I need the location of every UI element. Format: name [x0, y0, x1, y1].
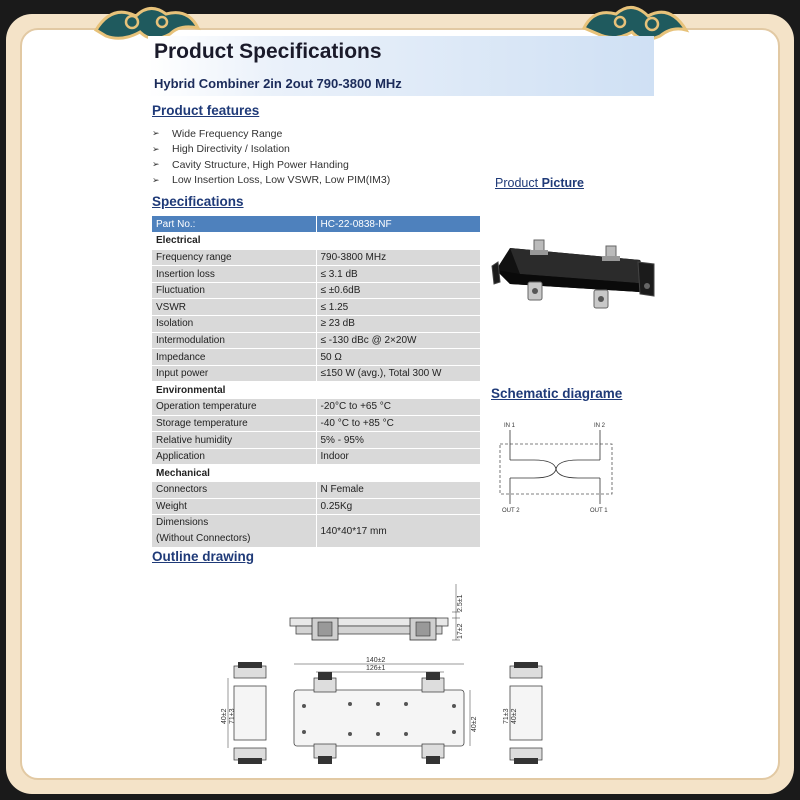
dim-width-body: 40±2 — [471, 716, 478, 732]
dim-width-left-2: 71±3 — [229, 708, 236, 724]
specifications-heading: Specifications — [152, 194, 244, 209]
outline-heading: Outline drawing — [152, 549, 255, 564]
dim-length: 140±2 — [366, 657, 386, 664]
product-subtitle: Hybrid Combiner 2in 2out 790-3800 MHz — [154, 76, 402, 91]
features-list — [152, 126, 390, 188]
arrow-bullet-icon: ➢ — [152, 143, 160, 154]
table-row: Storage temperature -40 °C to +85 °C — [152, 415, 481, 432]
connector-bottom-left-icon — [528, 282, 542, 300]
product-picture-heading: Product Picture — [495, 176, 584, 190]
table-row: Fluctuation ≤ ±0.6dB — [152, 282, 481, 299]
left-end-view — [221, 662, 266, 764]
product-photo — [490, 200, 660, 330]
arrow-bullet-icon: ➢ — [152, 159, 160, 170]
table-row: Insertion loss ≤ 3.1 dB — [152, 266, 481, 283]
dim-height-total: 17±2 — [457, 623, 464, 639]
arrow-bullet-icon: ➢ — [152, 174, 160, 185]
table-row: Application Indoor — [152, 448, 481, 465]
table-section-row: Mechanical — [152, 465, 481, 482]
dim-height-top: 2.5±1 — [457, 594, 464, 612]
dim-pitch: 126±1 — [366, 665, 386, 672]
table-row: Isolation ≥ 23 dB — [152, 316, 481, 333]
outline-drawing — [220, 582, 564, 794]
dim-width-right-2: 40±2 — [511, 708, 518, 724]
label-in2: IN 2 — [594, 423, 606, 429]
connector-top-right-icon — [602, 246, 620, 261]
table-row: Relative humidity 5% - 95% — [152, 432, 481, 449]
title-banner — [148, 36, 654, 96]
top-view — [294, 657, 478, 764]
table-row: Frequency range 790-3800 MHz — [152, 249, 481, 266]
dim-width-right-1: 71±3 — [503, 708, 510, 724]
list-item: ➢ Wide Frequency Range — [152, 127, 283, 140]
table-row: Dimensions (Without Connectors) 140*40*17 mm — [152, 515, 481, 548]
table-row: Operation temperature -20°C to +65 °C — [152, 399, 481, 416]
connector-bottom-right-icon — [594, 290, 608, 308]
page-title: Product Specifications — [154, 40, 382, 63]
right-end-view — [503, 662, 542, 764]
side-view — [290, 584, 464, 640]
features-heading: Product features — [152, 103, 260, 118]
table-row: Impedance 50 Ω — [152, 349, 481, 366]
list-item: ➢ High Directivity / Isolation — [152, 143, 290, 156]
label-out1: OUT 1 — [590, 508, 608, 514]
schematic-heading: Schematic diagrame — [491, 386, 623, 401]
list-item: ➢ Low Insertion Loss, Low VSWR, Low PIM(IM3) — [152, 174, 391, 187]
specifications-table — [152, 216, 481, 548]
dim-width-left-1: 40±2 — [221, 708, 228, 724]
label-in1: IN 1 — [504, 423, 516, 429]
table-row: Input power ≤150 W (avg.), Total 300 W — [152, 365, 481, 382]
table-row: VSWR ≤ 1.25 — [152, 299, 481, 316]
table-row: Connectors N Female — [152, 482, 481, 499]
table-section-row: Environmental — [152, 382, 481, 399]
arrow-bullet-icon: ➢ — [152, 128, 160, 139]
list-item: ➢ Cavity Structure, High Power Handing — [152, 158, 349, 171]
schematic-diagram — [494, 416, 619, 520]
table-section-row: Electrical — [152, 233, 481, 250]
table-row: Part No.: HC-22-0838-NF — [152, 216, 481, 233]
label-out2: OUT 2 — [502, 508, 520, 514]
table-row: Intermodulation ≤ -130 dBc @ 2×20W — [152, 332, 481, 349]
table-row: Weight 0.25Kg — [152, 498, 481, 515]
connector-top-left-icon — [530, 240, 548, 255]
